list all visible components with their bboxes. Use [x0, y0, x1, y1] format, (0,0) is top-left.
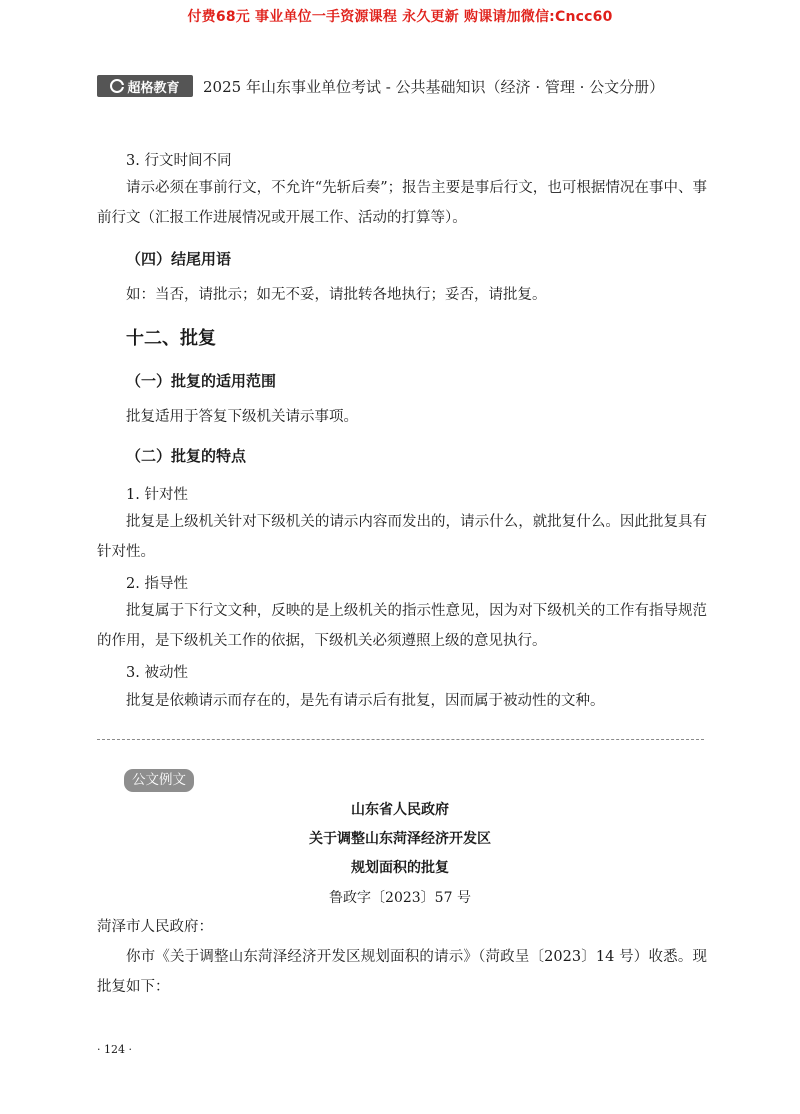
logo-text: 超格教育	[127, 80, 180, 96]
feature-1-paragraph: 批复是上级机关针对下级机关的请示内容而发出的，请示什么，就批复什么。因此批复具有针对性。	[97, 514, 707, 560]
publisher-logo	[97, 75, 193, 97]
section-title-4: （四）结尾用语	[126, 250, 232, 268]
logo-g-icon	[110, 79, 124, 93]
watermark-banner: 付费68元 事业单位一手资源课程 永久更新 购课请加微信:Cncc60	[187, 9, 613, 25]
feature-2-paragraph: 批复属于下行文文种，反映的是上级机关的指示性意见，因为对下级机关的工作有指导规范的作用，是下级机关工作的依据，下级机关必须遵照上级的意见执行。	[97, 603, 707, 649]
feature-3-title: 3. 被动性	[126, 665, 188, 681]
section-title-3: 3. 行文时间不同	[126, 153, 232, 169]
example-badge: 公文例文	[124, 769, 194, 792]
feature-2-title: 2. 指导性	[126, 576, 188, 592]
subsection-title-features: （二）批复的特点	[126, 447, 247, 465]
page-number: · 124 ·	[97, 1043, 132, 1056]
scope-paragraph: 批复适用于答复下级机关请示事项。	[126, 409, 358, 425]
document-number: 鲁政字〔2023〕57 号	[329, 890, 471, 906]
feature-3-paragraph: 批复是依赖请示而存在的，是先有请示后有批复，因而属于被动性的文种。	[126, 693, 605, 709]
section-divider	[97, 739, 704, 740]
chapter-title-12: 十二、批复	[126, 328, 216, 349]
running-header-title: 2025 年山东事业单位考试 - 公共基础知识（经济 · 管理 · 公文分册）	[203, 78, 665, 96]
example-recipient: 菏泽市人民政府：	[97, 919, 213, 935]
example-title-line-1: 山东省人民政府	[351, 802, 449, 818]
section-4-paragraph: 如：当否，请批示；如无不妥，请批转各地执行；妥否，请批复。	[126, 287, 547, 303]
feature-1-title: 1. 针对性	[126, 487, 188, 503]
example-body: 你市《关于调整山东菏泽经济开发区规划面积的请示》（菏政呈〔2023〕14 号）收悉。现批复如下：	[97, 949, 707, 995]
section-3-paragraph: 请示必须在事前行文，不允许“先斩后奏”；报告主要是事后行文，也可根据情况在事中、事前行文（汇报工作进展情况或开展工作、活动的打算等）。	[97, 180, 707, 226]
example-title-line-3: 规划面积的批复	[351, 860, 449, 876]
subsection-title-scope: （一）批复的适用范围	[126, 372, 277, 390]
example-title-line-2: 关于调整山东菏泽经济开发区	[309, 831, 491, 847]
